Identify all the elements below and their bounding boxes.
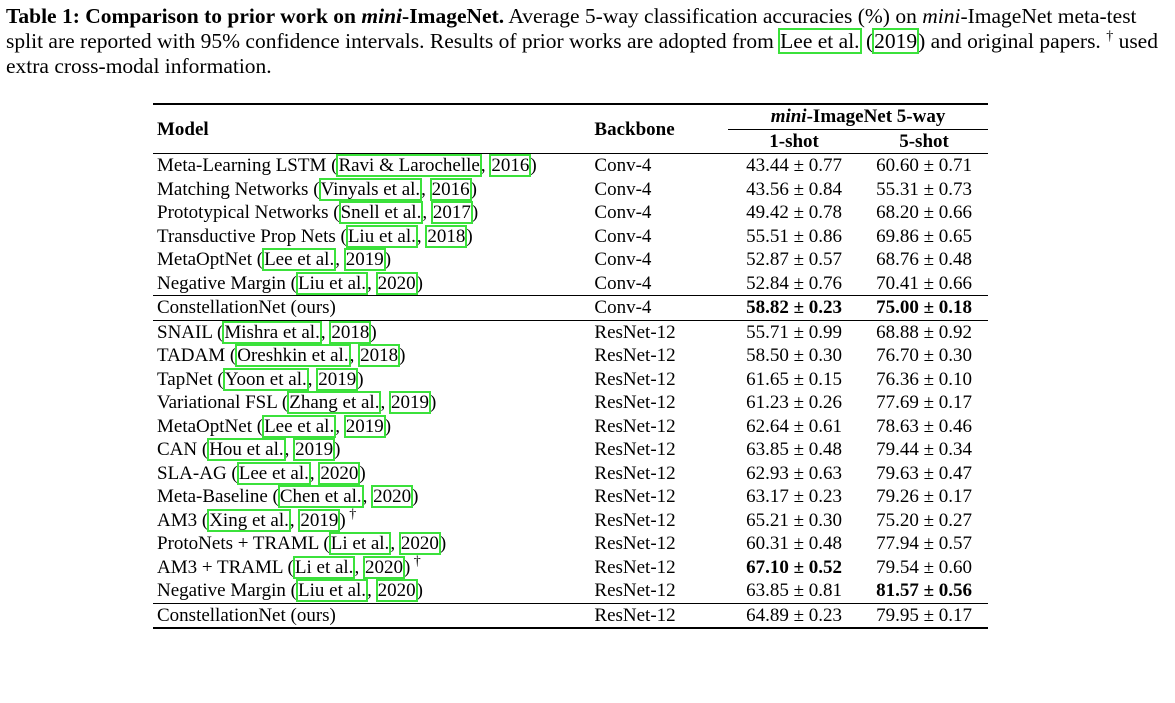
table-row <box>153 532 988 556</box>
accuracy-1shot: 55.51 ± 0.86 <box>746 225 843 247</box>
accuracy-5shot: 79.95 ± 0.17 <box>860 603 988 628</box>
citation-author-link[interactable]: Liu et al. <box>298 580 367 602</box>
accuracy-5shot: 77.69 ± 0.17 <box>876 392 972 414</box>
model-cell: Negative Margin (Liu et al., 2020) <box>157 272 423 294</box>
backbone-cell: ResNet-12 <box>594 392 676 414</box>
accuracy-5shot: 68.88 ± 0.92 <box>860 320 988 344</box>
model-name: MetaOptNet <box>157 415 252 437</box>
table-row <box>153 368 988 392</box>
table-row <box>153 178 988 202</box>
accuracy-1shot: 60.31 ± 0.48 <box>746 533 843 555</box>
accuracy-1shot: 43.56 ± 0.84 <box>746 178 843 200</box>
accuracy-5shot: 68.20 ± 0.66 <box>876 202 972 224</box>
citation-author-link[interactable]: Ravi & Larochelle <box>338 155 480 177</box>
model-cell: Meta-Learning LSTM (Ravi & Larochelle, 2016) <box>153 154 590 178</box>
model-name: ProtoNets + TRAML <box>157 533 319 555</box>
backbone-cell: Conv-4 <box>594 272 652 294</box>
backbone-cell: ResNet-12 <box>594 368 676 390</box>
backbone-cell: Conv-4 <box>594 202 652 224</box>
table-row <box>153 248 988 272</box>
citation-year-link[interactable]: 2020 <box>377 272 416 294</box>
accuracy-5shot: 81.57 ± 0.56 <box>876 580 972 602</box>
caption-text3: and original papers. <box>930 29 1101 53</box>
accuracy-1shot: 61.23 ± 0.26 <box>746 392 843 414</box>
caption-title-rest: -ImageNet. <box>402 4 505 28</box>
citation-author-link[interactable]: Liu et al. <box>298 272 367 294</box>
model-name: MetaOptNet <box>157 249 252 271</box>
citation-author-link[interactable]: Li et al. <box>294 556 354 578</box>
model-name: CAN <box>157 439 198 461</box>
citation-author-link[interactable]: Vinyals et al. <box>320 178 421 200</box>
model-cell <box>153 603 590 628</box>
model-name: ConstellationNet (ours) <box>157 297 336 319</box>
backbone-cell: ResNet-12 <box>594 415 676 437</box>
citation-year-link[interactable]: 2018 <box>427 225 466 247</box>
accuracy-5shot: 70.41 ± 0.66 <box>876 272 972 294</box>
model-name: Variational FSL <box>157 392 278 414</box>
model-cell: SLA-AG (Lee et al., 2020) <box>157 462 366 484</box>
accuracy-1shot: 49.42 ± 0.78 <box>746 202 843 224</box>
citation-author-link[interactable]: Oreshkin et al. <box>237 345 349 367</box>
citation-year-link[interactable]: 2020 <box>373 486 412 508</box>
accuracy-1shot: 63.17 ± 0.23 <box>746 486 843 508</box>
backbone-cell: ResNet-12 <box>594 533 676 555</box>
table-caption: Table 1: Comparison to prior work on mini-ImageNet. Average 5-way classification accuracies (%) on mini-ImageNet meta-test split are reported with 95% confidence intervals. Results of prior works are adopted from Lee et al. (2019) and original papers. † used extra cross-modal information. <box>6 4 1158 78</box>
backbone-cell: ResNet-12 <box>594 580 676 602</box>
citation-author-link[interactable]: Mishra et al. <box>224 321 320 343</box>
accuracy-1shot: 67.10 ± 0.52 <box>746 556 843 578</box>
model-name: TapNet <box>157 368 213 390</box>
accuracy-5shot: 75.20 ± 0.27 <box>876 509 972 531</box>
backbone-cell: Conv-4 <box>594 249 652 271</box>
accuracy-1shot: 63.85 ± 0.81 <box>746 580 843 602</box>
citation-author-link[interactable]: Zhang et al. <box>289 392 380 414</box>
header-1shot: 1-shot <box>769 130 819 152</box>
table-row <box>153 556 988 580</box>
model-cell: Matching Networks (Vinyals et al., 2016) <box>157 178 477 200</box>
model-name: Transductive Prop Nets <box>157 225 336 247</box>
citation-year-link[interactable]: 2019 <box>318 368 357 390</box>
model-name: Meta-Baseline <box>157 486 268 508</box>
backbone-cell: ResNet-12 <box>594 462 676 484</box>
header-group <box>728 104 988 129</box>
model-cell: AM3 + TRAML (Li et al., 2020) † <box>157 553 421 578</box>
citation-year-link[interactable]: 2017 <box>432 202 471 224</box>
table-row <box>153 272 988 296</box>
accuracy-5shot: 68.76 ± 0.48 <box>876 249 972 271</box>
citation-author-link[interactable]: Hou et al. <box>209 439 284 461</box>
citation-author-link[interactable]: Chen et al. <box>279 486 362 508</box>
model-name: SNAIL <box>157 321 213 343</box>
citation-year-link[interactable]: 2018 <box>360 345 399 367</box>
model-cell: SNAIL (Mishra et al., 2018) <box>153 320 590 344</box>
accuracy-1shot: 52.87 ± 0.57 <box>746 249 843 271</box>
accuracy-5shot: 79.54 ± 0.60 <box>876 556 972 578</box>
model-name: AM3 + TRAML <box>157 556 283 578</box>
model-cell: Meta-Baseline (Chen et al., 2020) <box>157 486 419 508</box>
model-cell: CAN (Hou et al., 2019) <box>157 439 341 461</box>
citation-author-link[interactable]: Lee et al. <box>264 415 335 437</box>
backbone-cell: Conv-4 <box>594 178 652 200</box>
citation-year-link[interactable]: 2019 <box>345 415 384 437</box>
citation-year-link[interactable]: 2019 <box>295 439 334 461</box>
table-row <box>153 201 988 225</box>
accuracy-1shot: 65.21 ± 0.30 <box>746 509 843 531</box>
header-group-rest: -ImageNet 5-way <box>806 106 946 128</box>
accuracy-5shot: 75.00 ± 0.18 <box>860 296 988 321</box>
citation-year-link[interactable]: 2016 <box>431 178 470 200</box>
accuracy-1shot: 43.44 ± 0.77 <box>728 154 860 178</box>
accuracy-1shot: 52.84 ± 0.76 <box>746 272 843 294</box>
dagger-mark: † <box>345 506 357 522</box>
model-cell: Negative Margin (Liu et al., 2020) <box>157 580 423 602</box>
model-cell: Transductive Prop Nets (Liu et al., 2018) <box>157 225 473 247</box>
accuracy-5shot: 76.70 ± 0.30 <box>876 345 972 367</box>
table-row <box>153 579 988 603</box>
table-row <box>153 296 988 321</box>
accuracy-1shot: 58.50 ± 0.30 <box>746 345 843 367</box>
caption-citation-year-link[interactable]: 2019 <box>874 29 918 53</box>
backbone-cell: ResNet-12 <box>594 556 676 578</box>
model-name: SLA-AG <box>157 462 227 484</box>
model-cell: AM3 (Xing et al., 2019) † <box>157 506 357 531</box>
citation-author-link[interactable]: Snell et al. <box>340 202 422 224</box>
header-group-italic: mini <box>770 106 807 128</box>
model-cell: TapNet (Yoon et al., 2019) <box>157 368 364 390</box>
caption-text1: Average 5-way classification accuracies (%) on <box>508 4 917 28</box>
model-name: Meta-Learning LSTM <box>157 155 327 177</box>
caption-citation-author-link[interactable]: Lee et al. <box>780 29 860 53</box>
caption-dagger: † <box>1106 29 1114 44</box>
citation-year-link[interactable]: 2020 <box>377 580 416 602</box>
results-body <box>153 154 988 629</box>
accuracy-5shot: 55.31 ± 0.73 <box>876 178 972 200</box>
citation-author-link[interactable]: Li et al. <box>330 533 390 555</box>
model-name: AM3 <box>157 509 198 531</box>
accuracy-5shot: 77.94 ± 0.57 <box>876 533 972 555</box>
dagger-mark: † <box>410 553 421 569</box>
citation-year-link[interactable]: 2019 <box>345 249 384 271</box>
accuracy-5shot: 79.63 ± 0.47 <box>876 462 972 484</box>
caption-mini: mini <box>922 4 961 28</box>
accuracy-5shot: 79.26 ± 0.17 <box>876 486 972 508</box>
citation-author-link[interactable]: Lee et al. <box>264 249 335 271</box>
citation-year-link[interactable]: 2019 <box>390 392 429 414</box>
accuracy-1shot: 55.71 ± 0.99 <box>728 320 860 344</box>
header-5shot: 5-shot <box>899 130 949 152</box>
backbone-cell: ResNet-12 <box>594 439 676 461</box>
model-name: TADAM <box>157 345 226 367</box>
table-row <box>153 509 988 533</box>
header-backbone: Backbone <box>590 104 728 154</box>
table-row <box>153 154 988 178</box>
header-model: Model <box>153 104 590 154</box>
citation-year-link[interactable]: 2020 <box>400 533 439 555</box>
backbone-cell: ResNet-12 <box>594 509 676 531</box>
model-name: Prototypical Networks <box>157 202 329 224</box>
model-name: Matching Networks <box>157 178 309 200</box>
citation-author-link[interactable]: Yoon et al. <box>224 368 307 390</box>
citation-author-link[interactable]: Lee et al. <box>238 462 309 484</box>
table-row <box>153 225 988 249</box>
caption-title-italic: mini <box>361 4 403 28</box>
table-row <box>153 485 988 509</box>
model-cell: MetaOptNet (Lee et al., 2019) <box>157 415 392 437</box>
accuracy-1shot: 62.64 ± 0.61 <box>746 415 843 437</box>
citation-year-link[interactable]: 2016 <box>491 155 530 177</box>
citation-author-link[interactable]: Xing et al. <box>209 509 289 531</box>
table-row <box>153 438 988 462</box>
accuracy-1shot: 63.85 ± 0.48 <box>746 439 843 461</box>
model-cell: TADAM (Oreshkin et al., 2018) <box>157 345 406 367</box>
table-row <box>153 344 988 368</box>
caption-text4: used extra cross-modal information. <box>6 29 1158 78</box>
table-row <box>153 391 988 415</box>
model-cell: Prototypical Networks (Snell et al., 2017) <box>157 202 479 224</box>
model-cell: ProtoNets + TRAML (Li et al., 2020) <box>157 533 447 555</box>
model-cell: MetaOptNet (Lee et al., 2019) <box>157 249 392 271</box>
accuracy-5shot: 78.63 ± 0.46 <box>876 415 972 437</box>
backbone-cell: Conv-4 <box>594 225 652 247</box>
accuracy-5shot: 76.36 ± 0.10 <box>876 368 972 390</box>
table-row <box>153 320 988 344</box>
accuracy-1shot: 62.93 ± 0.63 <box>746 462 843 484</box>
backbone-cell: ResNet-12 <box>590 603 728 628</box>
citation-author-link[interactable]: Liu et al. <box>347 225 416 247</box>
citation-year-link[interactable]: 2018 <box>331 321 370 343</box>
table-row <box>153 462 988 486</box>
backbone-cell: Conv-4 <box>590 154 728 178</box>
backbone-cell: ResNet-12 <box>594 345 676 367</box>
citation-year-link[interactable]: 2019 <box>300 509 339 531</box>
caption-label: Table 1: <box>6 4 80 28</box>
accuracy-1shot: 58.82 ± 0.23 <box>728 296 860 321</box>
accuracy-5shot: 69.86 ± 0.65 <box>876 225 972 247</box>
model-name: ConstellationNet (ours) <box>157 604 336 626</box>
backbone-cell: ResNet-12 <box>590 320 728 344</box>
table-row <box>153 603 988 628</box>
accuracy-1shot: 61.65 ± 0.15 <box>746 368 843 390</box>
caption-text2: -ImageNet meta-test split are reported with 95% confidence intervals. Results of prior works are adopted from <box>6 4 1137 53</box>
accuracy-5shot: 60.60 ± 0.71 <box>860 154 988 178</box>
model-cell: Variational FSL (Zhang et al., 2019) <box>157 392 437 414</box>
citation-year-link[interactable]: 2020 <box>364 556 403 578</box>
results-table <box>153 103 988 629</box>
accuracy-5shot: 79.44 ± 0.34 <box>876 439 972 461</box>
table-row <box>153 415 988 439</box>
model-name: Negative Margin <box>157 272 286 294</box>
model-name: Negative Margin <box>157 580 286 602</box>
accuracy-1shot: 64.89 ± 0.23 <box>728 603 860 628</box>
caption-title-prefix: Comparison to prior work on <box>85 4 357 28</box>
model-cell <box>153 296 590 321</box>
citation-year-link[interactable]: 2020 <box>320 462 359 484</box>
backbone-cell: Conv-4 <box>590 296 728 321</box>
backbone-cell: ResNet-12 <box>594 486 676 508</box>
